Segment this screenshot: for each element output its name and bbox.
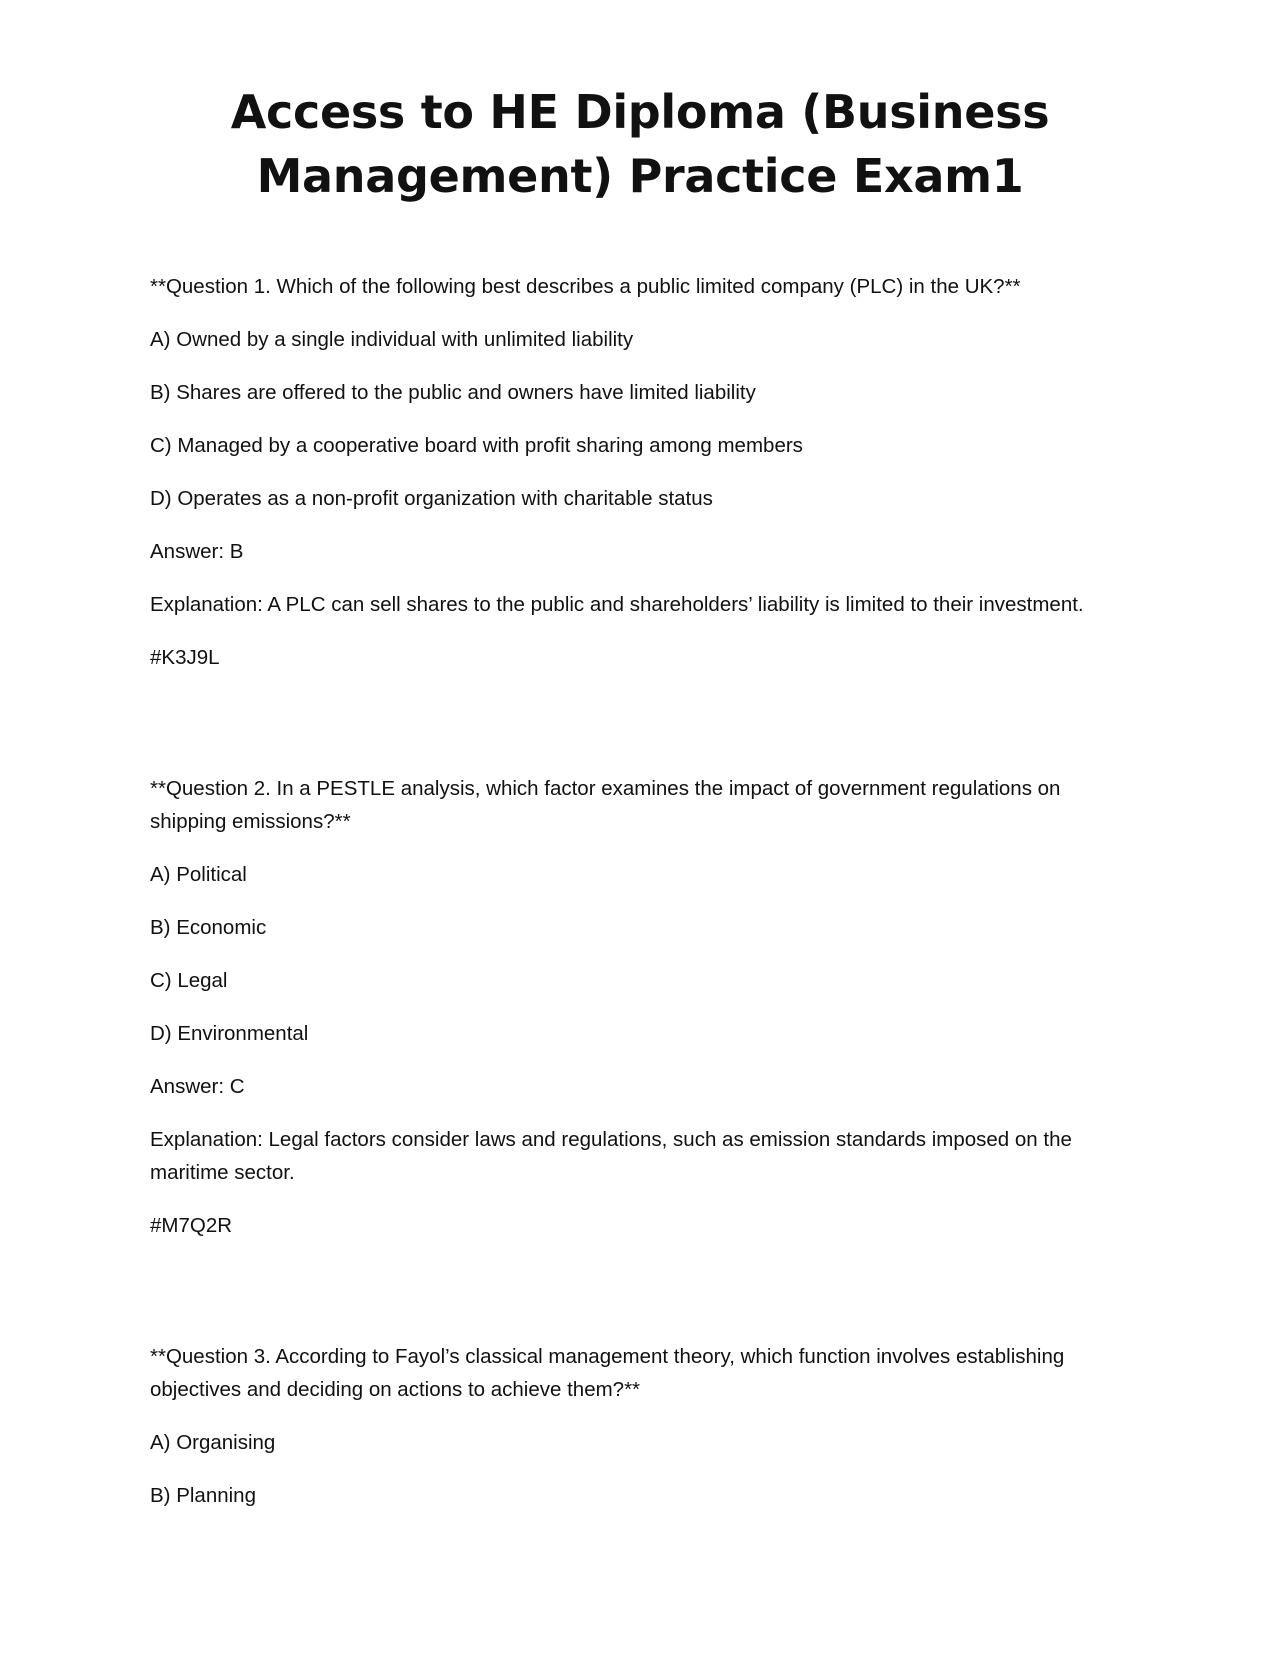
- answer-line: Answer: B: [150, 540, 244, 563]
- option-b: B) Economic: [150, 916, 267, 939]
- questions-list: [150, 270, 1130, 1532]
- option-d: D) Operates as a non-profit organization with charitable status: [150, 487, 713, 510]
- question-code: #M7Q2R: [150, 1214, 233, 1237]
- option-b: B) Shares are offered to the public and owners have limited liability: [150, 381, 756, 404]
- option-a: A) Organising: [150, 1431, 276, 1454]
- question-2: [150, 772, 1130, 1242]
- option-b: B) Planning: [150, 1484, 256, 1507]
- option-a: A) Owned by a single individual with unlimited liability: [150, 328, 634, 351]
- option-c: C) Legal: [150, 969, 228, 992]
- answer-line: Answer: C: [150, 1075, 245, 1098]
- question-title: **Question 1. Which of the following best describes a public limited company (PLC) in the UK?**: [150, 275, 1021, 298]
- question-spacer: [150, 674, 1130, 772]
- explanation-text: Explanation: Legal factors consider laws and regulations, such as emission standards imposed on the maritime sector.: [150, 1128, 1072, 1184]
- question-title: **Question 3. According to Fayol’s classical management theory, which function involves establishing objectives and deciding on actions to achieve them?**: [150, 1345, 1065, 1401]
- page-title: [150, 80, 1130, 208]
- option-a: A) Political: [150, 863, 247, 886]
- title-line-1: Access to HE Diploma (Business: [230, 85, 1050, 139]
- question-1: [150, 270, 1130, 674]
- question-title: **Question 2. In a PESTLE analysis, which factor examines the impact of government regulations on shipping emissions?**: [150, 777, 1061, 833]
- explanation-text: Explanation: A PLC can sell shares to the public and shareholders’ liability is limited to their investment.: [150, 593, 1084, 616]
- option-d: D) Environmental: [150, 1022, 309, 1045]
- question-code: #K3J9L: [150, 646, 220, 669]
- question-3: [150, 1340, 1130, 1512]
- title-line-2: Management) Practice Exam1: [256, 149, 1024, 203]
- question-spacer: [150, 1242, 1130, 1340]
- option-c: C) Managed by a cooperative board with profit sharing among members: [150, 434, 803, 457]
